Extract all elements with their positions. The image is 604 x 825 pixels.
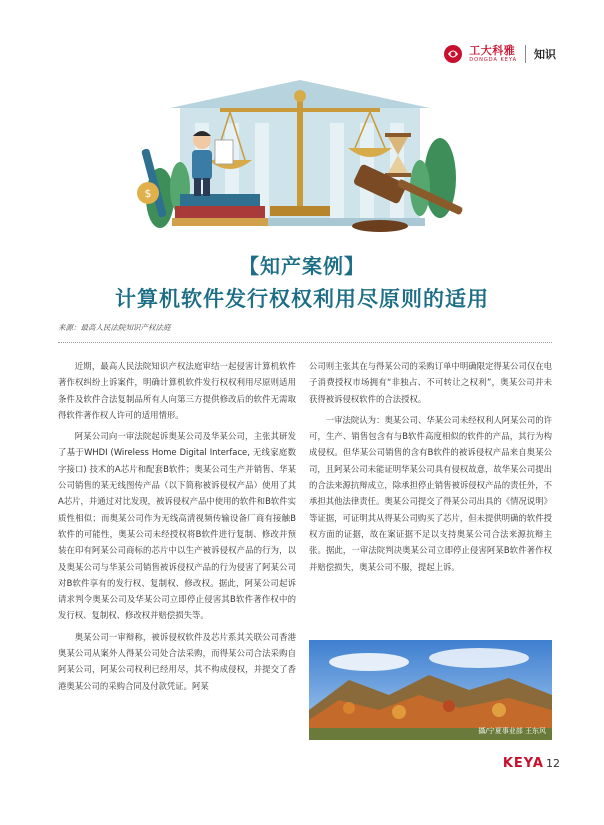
article-title: 计算机软件发行权权利用尽原则的适用 [115, 287, 489, 311]
company-logo-text [469, 45, 517, 63]
article-source: 来源：最高人民法院知识产权法庭 [58, 323, 171, 332]
paragraph: 公司则主张其在与得某公司的采购订单中明确限定得某公司仅在电子消费授权市场拥有“非独占、不可转让之权利”，奥某公司并未获得被诉侵权软件的合法授权。 [309, 361, 552, 404]
title-divider [58, 342, 552, 343]
books-icon [172, 194, 268, 226]
right-column [309, 358, 552, 580]
logo-en: DONGDA KEYA [469, 57, 517, 63]
section-tag: 知识 [534, 48, 556, 61]
coin-icon [137, 182, 159, 204]
page-number: 12 [546, 757, 560, 770]
law-illustration [0, 78, 604, 238]
page-header [443, 44, 556, 64]
header-divider [525, 45, 526, 63]
landscape-photo [309, 640, 552, 740]
article-category: 【知产案例】 [239, 254, 365, 278]
logo-cn: 工大科雅 [469, 44, 516, 57]
paragraph: 奥某公司一审辩称，被诉侵权软件及芯片系其关联公司香港奥某公司从案外人得某公司处合法采购，而得某公司合法采购自阿某公司，阿某公司权利已经用尽，其不构成侵权，并提交了香港奥某公司的采购合同及付款凭证。阿某 [58, 631, 296, 691]
paragraph: 近期，最高人民法院知识产权法庭审结一起侵害计算机软件著作权纠纷上诉案件，明确计算机软件发行权权利用尽原则适用条件及软件合法复制品所有人向第三方提供修改后的软件无需取得软件著作权人许可的适用情形。 [58, 361, 296, 420]
left-column [58, 358, 296, 699]
paragraph: 一审法院认为：奥某公司、华某公司未经权利人阿某公司的许可，生产、销售包含有与B软件高度相似的软件的产品，其行为构成侵权。但华某公司销售的含有B软件的被诉侵权产品来自奥某公司，且阿某公司未能证明华某公司具有侵权故意，故华某公司提出的合法来源抗辩成立，除承担停止销售被诉侵权产品的责任外，不承担其他法律责任。奥某公司提交了得某公司出具的《情况说明》等证据，可证明其从得某公司购买了芯片，但未提供明确的软件授权方面的证据，故在案证据不足以支持奥某公司合法来源抗辩主张。据此，一审法院判决奥某公司立即停止侵害阿某B软件著作权并赔偿损失，奥某公司不服，提起上诉。 [309, 414, 552, 572]
photo-caption: 攝/宁夏事业部 王东风 [478, 727, 546, 735]
landscape-image [309, 640, 552, 740]
paragraph: 阿某公司向一审法院起诉奥某公司及华某公司，主张其研发了基于WHDI (Wireless Home Digital Interface, 无线家庭数字接口) 技术的A芯片和配套B软件；奥某公司生产并销售、华某公司销售的某无线图传产品（以下简称被诉侵权产品）使用了其A芯片，并通过对比发现，被诉侵权产品中使用的软件和B软件实质性相似；而奥某公司作为无线高清视频传输设备厂商有接触B软件的可能性，奥某公司未经授权将B软件进行复制、修改并预装在印有阿某公司商标的芯片中以生产被诉侵权产品的行为，以及奥某公司与华某公司销售被诉侵权产品的行为侵害了阿某公司对B软件享有的发行权、复制权、修改权。据此，阿某公司起诉请求判令奥某公司及华某公司立即停止侵害其B软件著作权中的发行权、复制权、修改权并赔偿损失等。 [58, 431, 296, 621]
company-logo-icon [443, 44, 463, 64]
svg-text:$: $ [144, 187, 152, 200]
footer-brand: KEYA [502, 756, 544, 771]
